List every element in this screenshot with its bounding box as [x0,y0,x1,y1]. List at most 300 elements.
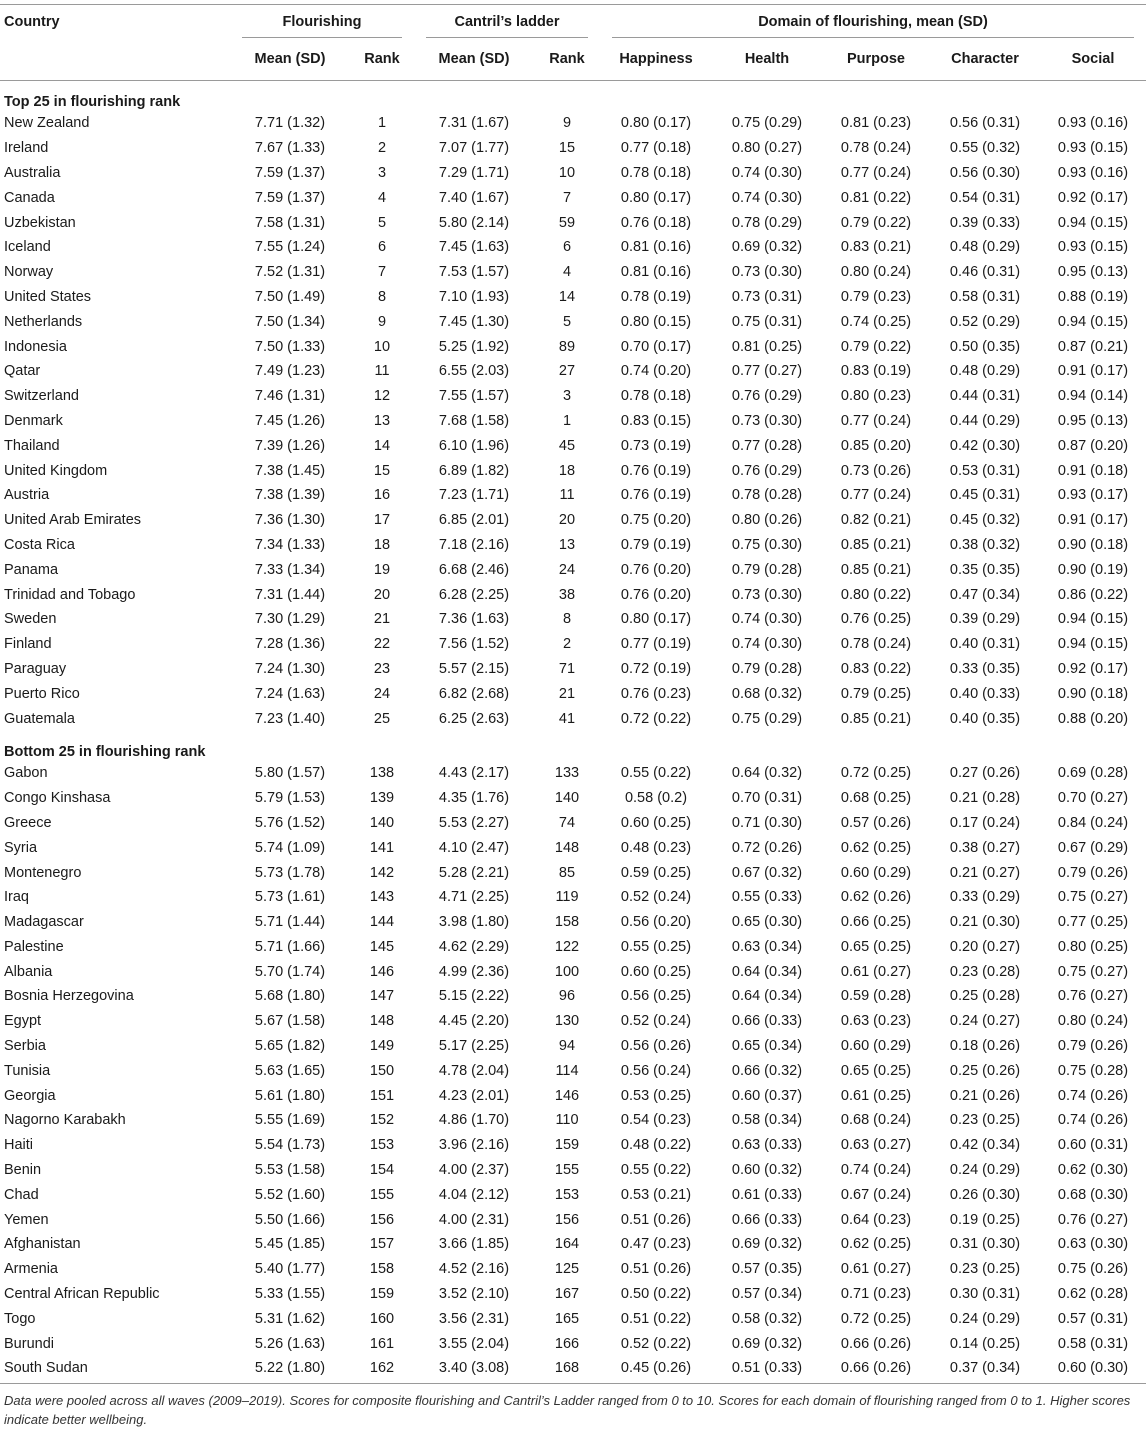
cell-purpose: 0.61 (0.25) [840,1087,912,1104]
cell-purpose: 0.62 (0.25) [840,1236,912,1253]
cell-health: 0.57 (0.34) [731,1286,803,1303]
cell-happiness: 0.52 (0.24) [620,889,692,906]
cell-country: Qatar [4,363,41,380]
cell-health: 0.69 (0.32) [731,1335,803,1352]
cell-flourishing-mean: 7.24 (1.63) [254,685,326,702]
cell-country: Trinidad and Tobago [4,586,136,603]
header-cantril-rank: Rank [534,38,600,81]
cell-flourishing-rank: 160 [369,1310,395,1327]
cell-purpose: 0.85 (0.21) [840,710,912,727]
cell-flourishing-rank: 140 [369,814,395,831]
cell-health: 0.80 (0.26) [731,512,803,529]
cell-flourishing-mean: 5.68 (1.80) [254,988,326,1005]
table-row [0,1009,1146,1034]
cell-purpose: 0.79 (0.23) [840,288,912,305]
cell-happiness: 0.51 (0.26) [620,1261,692,1278]
cell-flourishing-rank: 4 [377,189,387,206]
table-row [0,706,1146,731]
cell-cantril-rank: 100 [554,963,580,980]
cell-cantril-rank: 133 [554,765,580,782]
cell-happiness: 0.77 (0.18) [620,140,692,157]
cell-character: 0.24 (0.29) [949,1162,1021,1179]
table-row [0,309,1146,334]
cell-country: Uzbekistan [4,214,76,231]
cell-cantril-mean: 6.85 (2.01) [438,512,510,529]
cell-health: 0.51 (0.33) [712,1356,822,1383]
cell-cantril-rank: 4 [562,264,572,281]
cell-happiness: 0.70 (0.17) [620,338,692,355]
cell-social: 0.94 (0.15) [1057,214,1129,231]
cell-purpose: 0.57 (0.26) [840,814,912,831]
cell-purpose: 0.79 (0.25) [840,685,912,702]
cell-social: 0.87 (0.20) [1057,437,1129,454]
cell-country: Ireland [4,140,49,157]
cell-social: 0.95 (0.13) [1057,264,1129,281]
table-row [0,910,1146,935]
section-title: Bottom 25 in flourishing rank [4,743,206,760]
cell-health: 0.60 (0.32) [731,1162,803,1179]
cell-flourishing-rank: 17 [373,512,391,529]
cell-social: 0.80 (0.24) [1057,1013,1129,1030]
cell-health: 0.76 (0.29) [731,462,803,479]
cell-character: 0.21 (0.28) [949,790,1021,807]
cell-social: 0.95 (0.13) [1057,412,1129,429]
cell-flourishing-mean: 7.24 (1.30) [254,660,326,677]
cell-flourishing-mean: 7.33 (1.34) [254,561,326,578]
cell-flourishing-mean: 7.30 (1.29) [254,611,326,628]
cell-happiness: 0.52 (0.22) [620,1335,692,1352]
cell-flourishing-mean: 7.36 (1.30) [254,512,326,529]
cell-purpose: 0.80 (0.22) [840,586,912,603]
cell-country: Congo Kinshasa [4,790,111,807]
cell-cantril-rank: 167 [554,1286,580,1303]
cell-social: 0.63 (0.30) [1057,1236,1129,1253]
cell-social: 0.58 (0.31) [1057,1335,1129,1352]
table-row [0,334,1146,359]
cell-character: 0.21 (0.27) [949,864,1021,881]
cell-cantril-rank: 24 [558,561,576,578]
cell-country: Switzerland [4,388,79,405]
cell-flourishing-rank: 159 [369,1286,395,1303]
cell-cantril-rank: 119 [555,889,579,906]
cell-country: Togo [4,1310,36,1327]
cell-cantril-rank: 14 [558,288,576,305]
cell-country: Bosnia Herzegovina [4,988,134,1005]
cell-health: 0.76 (0.29) [731,388,803,405]
cell-social: 0.93 (0.15) [1057,239,1129,256]
cell-cantril-rank: 5 [562,313,572,330]
cell-social: 0.76 (0.27) [1057,1211,1129,1228]
cell-character: 0.50 (0.35) [949,338,1021,355]
cell-cantril-rank: 3 [562,388,572,405]
cell-cantril-rank: 71 [558,660,576,677]
cell-social: 0.57 (0.31) [1057,1310,1129,1327]
table-footnote: Data were pooled across all waves (2009–2019). Scores for composite flourishing and Cantril’s Ladder ranged from 0 to 10. Scores for each domain of flourishing ranged from 0 to 1. Higher scores indicate better wellbeing. [4,1393,1131,1427]
table-row [0,1356,1146,1383]
cell-health: 0.72 (0.26) [731,839,803,856]
cell-happiness: 0.56 (0.20) [620,914,692,931]
cell-flourishing-rank: 24 [373,685,391,702]
cell-flourishing-mean: 5.71 (1.44) [254,914,326,931]
cell-happiness: 0.75 (0.20) [620,512,692,529]
cell-happiness: 0.80 (0.17) [620,115,692,132]
table-row [0,409,1146,434]
cell-flourishing-mean: 5.61 (1.80) [254,1087,326,1104]
cell-cantril-mean: 3.98 (1.80) [438,914,510,931]
table-row [0,681,1146,706]
cell-flourishing-mean: 5.63 (1.65) [254,1062,326,1079]
cell-cantril-rank: 45 [558,437,576,454]
cell-flourishing-rank: 161 [369,1335,395,1352]
table-row [0,657,1146,682]
cell-purpose: 0.68 (0.24) [840,1112,912,1129]
cell-flourishing-rank: 6 [377,239,387,256]
cell-cantril-rank: 156 [554,1211,580,1228]
cell-character: 0.21 (0.30) [949,914,1021,931]
cell-country: Montenegro [4,864,82,881]
cell-happiness: 0.55 (0.22) [620,765,692,782]
cell-health: 0.58 (0.34) [731,1112,803,1129]
cell-cantril-mean: 7.23 (1.71) [438,487,510,504]
cell-social: 0.87 (0.21) [1057,338,1129,355]
cell-cantril-rank: 89 [558,338,576,355]
cell-health: 0.70 (0.31) [731,790,803,807]
cell-social: 0.76 (0.27) [1057,988,1129,1005]
cell-social: 0.90 (0.18) [1057,536,1129,553]
cell-purpose: 0.68 (0.25) [840,790,912,807]
cell-flourishing-mean: 7.34 (1.33) [254,536,326,553]
table-row [0,811,1146,836]
cell-happiness: 0.74 (0.20) [620,363,692,380]
cell-social: 0.62 (0.28) [1057,1286,1129,1303]
cell-cantril-rank: 13 [558,536,576,553]
cell-health: 0.75 (0.29) [731,710,803,727]
cell-health: 0.57 (0.35) [731,1261,803,1278]
cell-social: 0.60 (0.30) [1040,1356,1146,1383]
table-row [0,508,1146,533]
table-row [0,1306,1146,1331]
cell-country: Central African Republic [4,1286,160,1303]
cell-purpose: 0.62 (0.26) [840,889,912,906]
cell-cantril-mean: 4.35 (1.76) [438,790,510,807]
cell-character: 0.44 (0.31) [949,388,1021,405]
cell-flourishing-rank: 3 [377,164,387,181]
cell-cantril-rank: 10 [558,164,576,181]
cell-happiness: 0.76 (0.20) [620,586,692,603]
cell-social: 0.88 (0.19) [1057,288,1129,305]
cell-purpose: 0.78 (0.24) [840,140,912,157]
cell-happiness: 0.78 (0.18) [620,388,692,405]
cell-cantril-rank: 8 [562,611,572,628]
cell-purpose: 0.76 (0.25) [840,611,912,628]
cell-social: 0.90 (0.18) [1057,685,1129,702]
cell-flourishing-rank: 7 [377,264,387,281]
cell-happiness: 0.80 (0.17) [620,611,692,628]
cell-flourishing-mean: 5.54 (1.73) [254,1137,326,1154]
cell-character: 0.53 (0.31) [949,462,1021,479]
cell-social: 0.93 (0.17) [1057,487,1129,504]
cell-country: Netherlands [4,313,83,330]
table-row [0,835,1146,860]
cell-country: Madagascar [4,914,84,931]
cell-purpose: 0.78 (0.24) [840,636,912,653]
cell-cantril-mean: 6.10 (1.96) [438,437,510,454]
cell-flourishing-mean: 7.38 (1.45) [254,462,326,479]
cell-social: 0.93 (0.16) [1057,115,1129,132]
cell-purpose: 0.83 (0.22) [840,660,912,677]
cell-purpose: 0.73 (0.26) [840,462,912,479]
cell-health: 0.74 (0.30) [731,611,803,628]
cell-country: Afghanistan [4,1236,81,1253]
cell-purpose: 0.74 (0.24) [840,1162,912,1179]
cell-cantril-rank: 159 [554,1137,580,1154]
table-row [0,433,1146,458]
cell-flourishing-mean: 5.79 (1.53) [254,790,326,807]
cell-flourishing-mean: 5.50 (1.66) [254,1211,326,1228]
cell-purpose: 0.77 (0.24) [840,412,912,429]
cell-cantril-mean: 3.55 (2.04) [438,1335,510,1352]
cell-country: Austria [4,487,50,504]
cell-social: 0.67 (0.29) [1057,839,1129,856]
cell-cantril-rank: 18 [558,462,576,479]
cell-country: Panama [4,561,59,578]
cell-health: 0.60 (0.37) [731,1087,803,1104]
cell-cantril-mean: 3.52 (2.10) [438,1286,510,1303]
cell-character: 0.25 (0.26) [949,1062,1021,1079]
cell-flourishing-rank: 149 [369,1038,395,1055]
cell-happiness: 0.55 (0.25) [620,938,692,955]
cell-happiness: 0.81 (0.16) [620,239,692,256]
cell-social: 0.75 (0.28) [1057,1062,1129,1079]
cell-character: 0.38 (0.27) [949,839,1021,856]
cell-social: 0.79 (0.26) [1057,864,1129,881]
cell-cantril-mean: 5.25 (1.92) [438,338,510,355]
header-purpose: Purpose [822,38,930,81]
table-row [0,1232,1146,1257]
cell-purpose: 0.61 (0.27) [840,1261,912,1278]
cell-purpose: 0.79 (0.22) [840,214,912,231]
cell-happiness: 0.76 (0.20) [620,561,692,578]
cell-flourishing-mean: 5.53 (1.58) [254,1162,326,1179]
cell-purpose: 0.81 (0.22) [840,189,912,206]
cell-health: 0.75 (0.29) [731,115,803,132]
cell-happiness: 0.51 (0.26) [620,1211,692,1228]
cell-happiness: 0.53 (0.25) [620,1087,692,1104]
cell-character: 0.18 (0.26) [949,1038,1021,1055]
cell-health: 0.74 (0.30) [731,636,803,653]
cell-flourishing-mean: 5.45 (1.85) [254,1236,326,1253]
cell-purpose: 0.85 (0.20) [840,437,912,454]
cell-flourishing-rank: 142 [369,864,395,881]
cell-health: 0.67 (0.32) [731,864,803,881]
cell-country: United Arab Emirates [4,512,142,529]
cell-health: 0.73 (0.30) [731,264,803,281]
table-row [0,1282,1146,1307]
table-row [0,761,1146,786]
table-row [0,458,1146,483]
cell-country: Finland [4,636,52,653]
cell-cantril-mean: 4.10 (2.47) [438,839,510,856]
cell-flourishing-rank: 153 [369,1137,395,1154]
cell-cantril-rank: 11 [559,487,575,504]
cell-cantril-mean: 7.68 (1.58) [438,412,510,429]
header-country: Country [0,5,230,39]
cell-cantril-rank: 38 [558,586,576,603]
cell-character: 0.23 (0.25) [949,1112,1021,1129]
cell-purpose: 0.62 (0.25) [840,839,912,856]
table-row [0,359,1146,384]
cell-country: Armenia [4,1261,58,1278]
cell-purpose: 0.61 (0.27) [840,963,912,980]
cell-purpose: 0.65 (0.25) [840,1062,912,1079]
cell-flourishing-rank: 2 [377,140,387,157]
cell-character: 0.44 (0.29) [949,412,1021,429]
cell-flourishing-mean: 5.80 (1.57) [254,765,326,782]
cell-cantril-rank: 9 [562,115,572,132]
cell-cantril-rank: 125 [554,1261,580,1278]
cell-flourishing-rank: 21 [373,611,391,628]
cell-cantril-mean: 7.29 (1.71) [438,164,510,181]
cell-health: 0.81 (0.25) [731,338,803,355]
cell-happiness: 0.78 (0.18) [620,164,692,181]
cell-health: 0.75 (0.31) [731,313,803,330]
cell-social: 0.91 (0.17) [1057,363,1129,380]
cell-cantril-mean: 4.00 (2.31) [438,1211,510,1228]
cell-character: 0.23 (0.28) [949,963,1021,980]
cell-cantril-rank: 96 [558,988,576,1005]
section-title: Top 25 in flourishing rank [4,94,181,110]
cell-country: Serbia [4,1038,46,1055]
cell-health: 0.77 (0.27) [731,363,803,380]
cell-cantril-rank: 164 [554,1236,580,1253]
cell-flourishing-rank: 18 [373,536,391,553]
cell-purpose: 0.83 (0.19) [840,363,912,380]
cell-cantril-mean: 3.56 (2.31) [438,1310,510,1327]
cell-purpose: 0.66 (0.25) [840,914,912,931]
cell-country: Indonesia [4,338,67,355]
cell-health: 0.64 (0.32) [731,765,803,782]
cell-health: 0.77 (0.28) [731,437,803,454]
cell-health: 0.69 (0.32) [731,239,803,256]
table-row [0,161,1146,186]
cell-character: 0.33 (0.35) [949,660,1021,677]
cell-purpose: 0.77 (0.24) [840,164,912,181]
cell-flourishing-mean: 7.50 (1.33) [254,338,326,355]
cell-character: 0.17 (0.24) [949,814,1021,831]
cell-purpose: 0.85 (0.21) [840,536,912,553]
cell-social: 0.90 (0.19) [1057,561,1129,578]
cell-social: 0.91 (0.18) [1057,462,1129,479]
cell-flourishing-mean: 7.46 (1.31) [254,388,326,405]
table-body [0,81,1146,1384]
cell-happiness: 0.53 (0.21) [620,1186,692,1203]
flourishing-table [0,4,1146,1384]
header-flourishing-rank: Rank [350,38,414,81]
table-row [0,1207,1146,1232]
cell-flourishing-rank: 152 [369,1112,395,1129]
cell-cantril-mean: 7.18 (2.16) [438,536,510,553]
section-header [0,731,1146,761]
cell-purpose: 0.74 (0.25) [840,313,912,330]
cell-cantril-mean: 5.28 (2.21) [438,864,510,881]
table-row [0,860,1146,885]
cell-flourishing-rank: 25 [373,710,391,727]
cell-country: Greece [4,814,52,831]
cell-purpose: 0.82 (0.21) [840,512,912,529]
header-character: Character [930,38,1040,81]
cell-happiness: 0.81 (0.16) [620,264,692,281]
cell-cantril-mean: 3.66 (1.85) [438,1236,510,1253]
cell-flourishing-rank: 141 [369,839,395,856]
cell-social: 0.92 (0.17) [1057,660,1129,677]
cell-flourishing-mean: 5.55 (1.69) [254,1112,326,1129]
cell-happiness: 0.80 (0.17) [620,189,692,206]
cell-country: Syria [4,839,38,856]
cell-cantril-mean: 7.53 (1.57) [438,264,510,281]
cell-flourishing-mean: 5.76 (1.52) [254,814,326,831]
table-row [0,885,1146,910]
cell-health: 0.78 (0.29) [731,214,803,231]
cell-flourishing-mean: 5.65 (1.82) [254,1038,326,1055]
cell-cantril-rank: 148 [554,839,580,856]
cell-flourishing-mean: 7.59 (1.37) [254,164,326,181]
cell-health: 0.61 (0.33) [731,1186,803,1203]
cell-happiness: 0.77 (0.19) [620,636,692,653]
cell-character: 0.14 (0.25) [949,1335,1021,1352]
table-row [0,935,1146,960]
cell-health: 0.79 (0.28) [731,660,803,677]
table-row [0,607,1146,632]
cell-purpose: 0.59 (0.28) [840,988,912,1005]
cell-flourishing-rank: 14 [373,437,391,454]
cell-health: 0.74 (0.30) [731,189,803,206]
cell-cantril-mean: 5.57 (2.15) [438,660,510,677]
cell-character: 0.33 (0.29) [949,889,1021,906]
cell-country: Thailand [4,437,60,454]
cell-country: Sweden [4,611,57,628]
header-flourishing-mean: Mean (SD) [230,38,350,81]
cell-health: 0.74 (0.30) [731,164,803,181]
cell-happiness: 0.59 (0.25) [620,864,692,881]
header-flourishing: Flourishing [230,5,414,39]
cell-cantril-mean: 4.04 (2.12) [438,1186,510,1203]
cell-social: 0.80 (0.25) [1057,938,1129,955]
cell-health: 0.63 (0.34) [731,938,803,955]
cell-country: Tunisia [4,1062,51,1079]
cell-cantril-rank: 21 [558,685,576,702]
table-row [0,210,1146,235]
cell-flourishing-rank: 139 [369,790,395,807]
cell-health: 0.65 (0.30) [731,914,803,931]
cell-cantril-rank: 130 [554,1013,580,1030]
cell-social: 0.94 (0.15) [1057,313,1129,330]
cell-flourishing-mean: 7.50 (1.34) [254,313,326,330]
cell-social: 0.77 (0.25) [1057,914,1129,931]
cell-character: 0.39 (0.29) [949,611,1021,628]
cell-cantril-rank: 155 [554,1162,580,1179]
cell-happiness: 0.51 (0.22) [620,1310,692,1327]
cell-social: 0.68 (0.30) [1057,1186,1129,1203]
cell-country: Costa Rica [4,536,75,553]
cell-cantril-mean: 7.55 (1.57) [438,388,510,405]
cell-cantril-rank: 6 [562,239,572,256]
cell-happiness: 0.56 (0.24) [620,1062,692,1079]
table-row [0,1058,1146,1083]
table-row [0,483,1146,508]
cell-flourishing-rank: 145 [369,938,395,955]
cell-flourishing-rank: 12 [373,388,391,405]
cell-character: 0.47 (0.34) [949,586,1021,603]
